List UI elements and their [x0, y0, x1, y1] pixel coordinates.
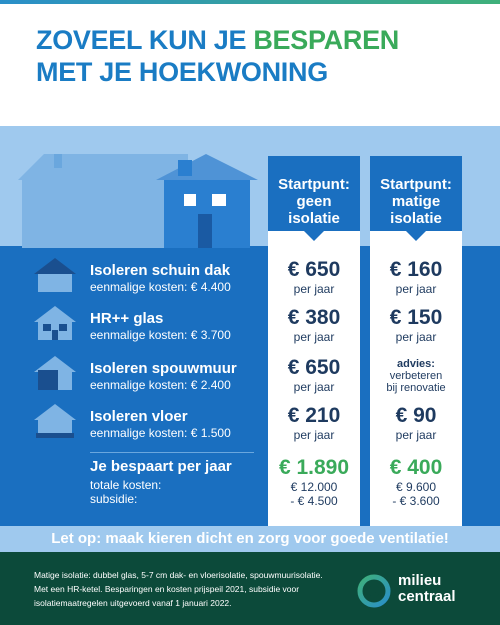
column-header-label: geen [296, 193, 332, 210]
value-cell [268, 306, 360, 344]
column-header-moderate-insulation [370, 156, 462, 231]
column-header-label: isolatie [390, 210, 442, 227]
title-highlight: BESPAREN [253, 25, 399, 55]
total-costs-value: € 9.600 [395, 480, 437, 494]
house-roof-icon [34, 258, 76, 292]
total-cell [268, 456, 360, 508]
saving-unit: per jaar [293, 428, 335, 442]
saving-value: € 380 [287, 306, 341, 329]
house-wall-icon [34, 356, 76, 390]
page-title [36, 24, 399, 88]
footer-notes [34, 568, 354, 610]
value-cell [268, 258, 360, 296]
value-cell [370, 404, 462, 442]
value-cell [370, 306, 462, 344]
house-windows-icon [34, 306, 76, 340]
advice-label: advies: [397, 358, 435, 370]
total-title: Je bespaart per jaar [90, 458, 232, 475]
saving-value: € 650 [287, 258, 341, 281]
saving-value: € 210 [287, 404, 341, 427]
value-cell [370, 258, 462, 296]
column-header-label: isolatie [288, 210, 340, 227]
total-divider [90, 452, 254, 453]
saving-unit: per jaar [395, 428, 437, 442]
row-title: Isoleren vloer [90, 408, 188, 425]
saving-unit: per jaar [293, 330, 335, 344]
row-title: HR++ glas [90, 310, 164, 327]
column-header-label: matige [391, 193, 441, 210]
house-floor-icon [34, 404, 76, 438]
corner-house-illustration-icon [18, 150, 258, 248]
row-cost: eenmalige kosten: € 3.700 [90, 328, 231, 342]
saving-unit: per jaar [293, 282, 335, 296]
total-subsidy-value: - € 4.500 [290, 494, 338, 508]
total-cell [370, 456, 462, 508]
column-header-no-insulation [268, 156, 360, 231]
total-subsidy-label: subsidie: [90, 492, 138, 506]
saving-unit: per jaar [395, 330, 437, 344]
ventilation-warning-banner: Let op: maak kieren dicht en zorg voor goede ventilatie! [0, 526, 500, 552]
saving-unit: per jaar [293, 380, 335, 394]
saving-value: € 160 [389, 258, 443, 281]
row-cost: eenmalige kosten: € 1.500 [90, 426, 231, 440]
saving-value: € 150 [389, 306, 443, 329]
footer-note-line: Met een HR-ketel. Besparingen en kosten prijspeil 2021, subsidie voor [34, 584, 300, 594]
footer-note-line: isolatiemaatregelen uitgevoerd vanaf 1 januari 2022. [34, 598, 232, 608]
logo-text-line: centraal [398, 588, 456, 605]
title-line2: MET JE HOEKWONING [36, 57, 328, 87]
saving-unit: per jaar [395, 282, 437, 296]
total-costs-label: totale kosten: [90, 478, 162, 492]
row-title: Isoleren spouwmuur [90, 360, 237, 377]
advice-text: verbeteren [389, 370, 443, 382]
value-cell [268, 404, 360, 442]
total-costs-value: € 12.000 [290, 480, 338, 494]
total-subsidy-value: - € 3.600 [392, 494, 440, 508]
row-cost: eenmalige kosten: € 2.400 [90, 378, 231, 392]
title-prefix: ZOVEEL KUN JE [36, 25, 254, 55]
value-cell [268, 356, 360, 394]
advice-cell [370, 358, 462, 394]
footer-note-line: Matige isolatie: dubbel glas, 5-7 cm dak- en vloerisolatie, spouwmuurisolatie. [34, 570, 323, 580]
row-cost: eenmalige kosten: € 4.400 [90, 280, 231, 294]
row-title: Isoleren schuin dak [90, 262, 231, 279]
column-header-label: Startpunt: [278, 176, 350, 193]
advice-text: bij renovatie [386, 382, 446, 394]
logo-wordmark [398, 573, 456, 605]
saving-value: € 650 [287, 356, 341, 379]
column-header-label: Startpunt: [380, 176, 452, 193]
total-saving-value: € 1.890 [278, 456, 350, 479]
top-accent-bar [0, 0, 500, 4]
total-saving-value: € 400 [389, 456, 443, 479]
column-header-arrow [406, 231, 426, 241]
column-header-arrow [304, 231, 324, 241]
logo-text-line: milieu [398, 572, 442, 589]
saving-value: € 90 [395, 404, 437, 427]
